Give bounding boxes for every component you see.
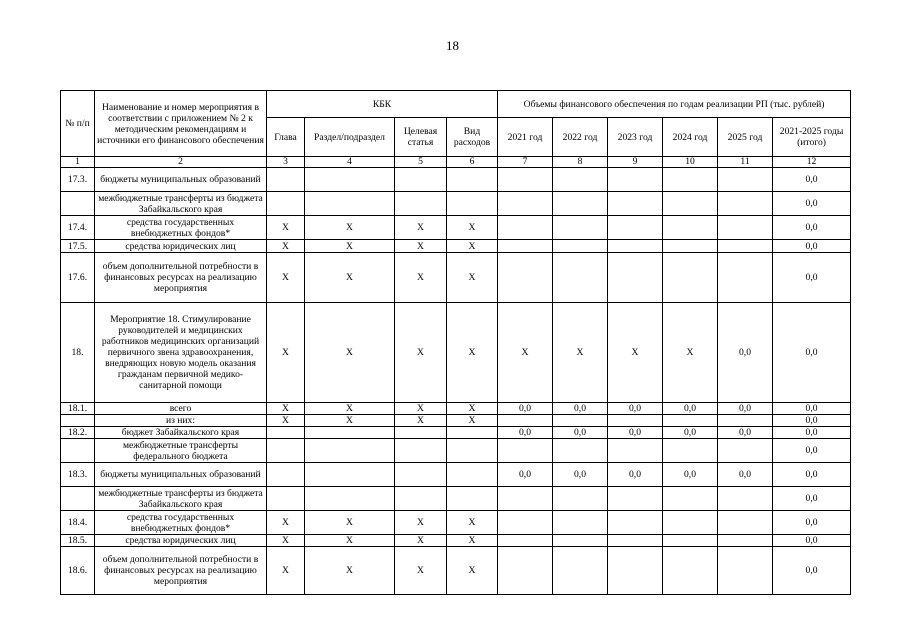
row-description: всего — [95, 403, 267, 415]
row-description: средства юридических лиц — [95, 240, 267, 253]
row-value: X — [395, 547, 447, 595]
row-value — [498, 253, 553, 303]
row-value: X — [267, 547, 305, 595]
column-number: 5 — [395, 157, 447, 168]
table-row — [61, 535, 851, 547]
row-value — [395, 463, 447, 487]
row-value: 0,0 — [773, 216, 851, 240]
row-value — [663, 253, 718, 303]
row-value: X — [395, 216, 447, 240]
row-value — [553, 192, 608, 216]
row-value: 0,0 — [498, 403, 553, 415]
table-row — [61, 253, 851, 303]
row-description: объем дополнительной потребности в финансовых ресурсах на реализацию мероприятия — [95, 547, 267, 595]
row-value — [447, 427, 498, 439]
row-value: X — [447, 415, 498, 427]
row-value: X — [447, 303, 498, 403]
header-target: Целевая статья — [395, 118, 447, 157]
header-2022: 2022 год — [553, 118, 608, 157]
row-value: X — [447, 511, 498, 535]
table-row — [61, 403, 851, 415]
row-value — [663, 547, 718, 595]
row-value: 0,0 — [773, 511, 851, 535]
row-description: Мероприятие 18. Стимулирование руководителей и медицинских работников медицинских организаций первичного звена здравоохранения, внедряющих новую модель оказания гражданам первичной медико-санитарной помощи — [95, 303, 267, 403]
row-value: 0,0 — [773, 168, 851, 192]
row-description: бюджеты муниципальных образований — [95, 463, 267, 487]
row-number — [61, 439, 95, 463]
row-value — [395, 168, 447, 192]
row-value — [305, 439, 395, 463]
row-value — [498, 439, 553, 463]
row-value: X — [395, 240, 447, 253]
row-number: 17.3. — [61, 168, 95, 192]
row-value — [553, 415, 608, 427]
row-number: 18.4. — [61, 511, 95, 535]
column-number: 4 — [305, 157, 395, 168]
row-value: X — [267, 303, 305, 403]
column-number: 10 — [663, 157, 718, 168]
row-value — [718, 192, 773, 216]
row-number: 18.1. — [61, 403, 95, 415]
row-value — [663, 192, 718, 216]
row-value — [553, 511, 608, 535]
row-value: X — [395, 253, 447, 303]
row-value — [663, 487, 718, 511]
row-value: 0,0 — [773, 427, 851, 439]
row-value: 0,0 — [553, 463, 608, 487]
row-value: 0,0 — [773, 487, 851, 511]
row-value — [718, 253, 773, 303]
row-value — [718, 535, 773, 547]
column-number: 6 — [447, 157, 498, 168]
row-value: 0,0 — [773, 403, 851, 415]
column-numbers-row — [61, 157, 851, 168]
column-number: 7 — [498, 157, 553, 168]
row-value: 0,0 — [773, 439, 851, 463]
row-value — [267, 168, 305, 192]
row-value — [447, 463, 498, 487]
row-value — [608, 535, 663, 547]
row-value: X — [267, 403, 305, 415]
row-number — [61, 192, 95, 216]
row-value — [498, 240, 553, 253]
row-value — [395, 427, 447, 439]
row-number — [61, 487, 95, 511]
row-value: 0,0 — [553, 403, 608, 415]
row-value: 0,0 — [773, 535, 851, 547]
row-value — [498, 168, 553, 192]
row-value — [663, 535, 718, 547]
row-value — [608, 216, 663, 240]
table-row — [61, 303, 851, 403]
row-value — [267, 463, 305, 487]
row-value: 0,0 — [663, 403, 718, 415]
row-value — [553, 535, 608, 547]
row-value: 0,0 — [718, 427, 773, 439]
row-value: X — [608, 303, 663, 403]
row-value — [267, 439, 305, 463]
row-value: X — [267, 253, 305, 303]
row-description: средства государственных внебюджетных фондов* — [95, 216, 267, 240]
table-body — [61, 168, 851, 595]
column-number: 12 — [773, 157, 851, 168]
row-number: 18.5. — [61, 535, 95, 547]
row-value: X — [267, 535, 305, 547]
row-value: X — [267, 216, 305, 240]
row-value — [663, 240, 718, 253]
row-value: X — [305, 547, 395, 595]
column-number: 11 — [718, 157, 773, 168]
row-value: 0,0 — [663, 427, 718, 439]
column-number: 1 — [61, 157, 95, 168]
row-value — [608, 511, 663, 535]
row-value: 0,0 — [608, 427, 663, 439]
column-number: 3 — [267, 157, 305, 168]
row-value — [498, 216, 553, 240]
row-value: 0,0 — [498, 463, 553, 487]
row-description: межбюджетные трансферты из бюджета Забайкальского края — [95, 192, 267, 216]
row-description: бюджеты муниципальных образований — [95, 168, 267, 192]
row-value — [608, 415, 663, 427]
row-value — [498, 415, 553, 427]
row-value — [498, 547, 553, 595]
row-value: X — [447, 547, 498, 595]
header-kbk: КБК — [267, 91, 498, 118]
row-value — [718, 439, 773, 463]
row-value: X — [305, 253, 395, 303]
row-value — [498, 192, 553, 216]
row-value — [718, 415, 773, 427]
row-value: 0,0 — [773, 192, 851, 216]
row-number: 18.6. — [61, 547, 95, 595]
financing-table — [60, 90, 851, 595]
row-value: X — [305, 511, 395, 535]
row-value: X — [447, 403, 498, 415]
row-value — [608, 547, 663, 595]
row-value: X — [395, 403, 447, 415]
table-row — [61, 487, 851, 511]
row-value — [447, 487, 498, 511]
header-name: Наименование и номер мероприятия в соответствии с приложением № 2 к методическим рекомендациям и источники его финансового обеспечения — [95, 91, 267, 157]
row-value — [663, 168, 718, 192]
row-value: X — [267, 240, 305, 253]
row-description: межбюджетные трансферты из бюджета Забайкальского края — [95, 487, 267, 511]
row-value — [608, 253, 663, 303]
header-2024: 2024 год — [663, 118, 718, 157]
row-number: 18.3. — [61, 463, 95, 487]
column-number: 9 — [608, 157, 663, 168]
table-row — [61, 427, 851, 439]
header-vid: Вид расходов — [447, 118, 498, 157]
row-description: из них: — [95, 415, 267, 427]
row-value — [718, 547, 773, 595]
table-row — [61, 415, 851, 427]
row-value — [553, 216, 608, 240]
row-value — [305, 168, 395, 192]
row-value — [447, 168, 498, 192]
header-2023: 2023 год — [608, 118, 663, 157]
row-value: X — [305, 216, 395, 240]
row-value — [718, 487, 773, 511]
row-value: X — [663, 303, 718, 403]
row-value — [553, 487, 608, 511]
row-value — [663, 415, 718, 427]
row-description: межбюджетные трансферты федерального бюджета — [95, 439, 267, 463]
row-value — [608, 487, 663, 511]
row-value — [305, 192, 395, 216]
row-value — [718, 511, 773, 535]
row-value: 0,0 — [773, 240, 851, 253]
row-value: X — [447, 240, 498, 253]
row-value: X — [498, 303, 553, 403]
page-number: 18 — [446, 38, 459, 53]
row-value: X — [395, 511, 447, 535]
header-razdel: Раздел/подраздел — [305, 118, 395, 157]
row-value — [267, 487, 305, 511]
row-value: 0,0 — [498, 427, 553, 439]
header-num: № п/п — [61, 91, 95, 157]
row-value: 0,0 — [718, 463, 773, 487]
row-value — [498, 535, 553, 547]
row-value: X — [447, 216, 498, 240]
row-value: 0,0 — [718, 303, 773, 403]
row-value: X — [447, 253, 498, 303]
header-total: 2021-2025 годы (итого) — [773, 118, 851, 157]
column-number: 2 — [95, 157, 267, 168]
row-value: 0,0 — [553, 427, 608, 439]
row-value: X — [305, 415, 395, 427]
table-row — [61, 168, 851, 192]
row-value — [608, 168, 663, 192]
row-value — [663, 216, 718, 240]
row-value — [267, 192, 305, 216]
row-description: средства государственных внебюджетных фондов* — [95, 511, 267, 535]
row-value: 0,0 — [608, 403, 663, 415]
row-value: 0,0 — [773, 253, 851, 303]
row-value — [267, 427, 305, 439]
row-value: 0,0 — [663, 463, 718, 487]
row-value: X — [267, 511, 305, 535]
row-value: X — [395, 535, 447, 547]
row-value — [395, 439, 447, 463]
table-row — [61, 216, 851, 240]
header-2025: 2025 год — [718, 118, 773, 157]
row-number: 17.6. — [61, 253, 95, 303]
row-value — [608, 192, 663, 216]
row-value — [305, 427, 395, 439]
row-value — [718, 168, 773, 192]
row-value — [553, 168, 608, 192]
row-value: X — [395, 415, 447, 427]
row-value: X — [305, 535, 395, 547]
row-value: 0,0 — [718, 403, 773, 415]
table-row — [61, 511, 851, 535]
row-value: X — [553, 303, 608, 403]
table-row — [61, 463, 851, 487]
row-value: 0,0 — [773, 547, 851, 595]
column-number: 8 — [553, 157, 608, 168]
row-value: 0,0 — [773, 463, 851, 487]
row-description: объем дополнительной потребности в финансовых ресурсах на реализацию мероприятия — [95, 253, 267, 303]
row-number: 18. — [61, 303, 95, 403]
row-value — [553, 547, 608, 595]
row-value: 0,0 — [773, 303, 851, 403]
row-value: 0,0 — [773, 415, 851, 427]
row-value — [718, 240, 773, 253]
row-value: X — [447, 535, 498, 547]
row-value — [553, 439, 608, 463]
row-value: X — [395, 303, 447, 403]
row-value — [498, 487, 553, 511]
row-value — [447, 192, 498, 216]
header-2021: 2021 год — [498, 118, 553, 157]
row-number: 17.4. — [61, 216, 95, 240]
row-value — [718, 216, 773, 240]
table-row — [61, 240, 851, 253]
row-value — [553, 253, 608, 303]
row-value — [305, 487, 395, 511]
row-value — [447, 439, 498, 463]
row-number: 17.5. — [61, 240, 95, 253]
row-value: X — [305, 240, 395, 253]
row-number — [61, 415, 95, 427]
row-value — [395, 192, 447, 216]
row-value — [498, 511, 553, 535]
row-description: средства юридических лиц — [95, 535, 267, 547]
row-value: X — [267, 415, 305, 427]
row-value — [663, 511, 718, 535]
row-value — [608, 439, 663, 463]
row-description: бюджет Забайкальского края — [95, 427, 267, 439]
table-row — [61, 547, 851, 595]
row-value — [305, 463, 395, 487]
row-value — [395, 487, 447, 511]
header-funding: Объемы финансового обеспечения по годам реализации РП (тыс. рублей) — [498, 91, 851, 118]
row-value: X — [305, 303, 395, 403]
row-value: 0,0 — [608, 463, 663, 487]
row-value — [663, 439, 718, 463]
row-value: X — [305, 403, 395, 415]
header-glava: Глава — [267, 118, 305, 157]
row-value — [553, 240, 608, 253]
row-value — [608, 240, 663, 253]
table-row — [61, 192, 851, 216]
row-number: 18.2. — [61, 427, 95, 439]
table-row — [61, 439, 851, 463]
